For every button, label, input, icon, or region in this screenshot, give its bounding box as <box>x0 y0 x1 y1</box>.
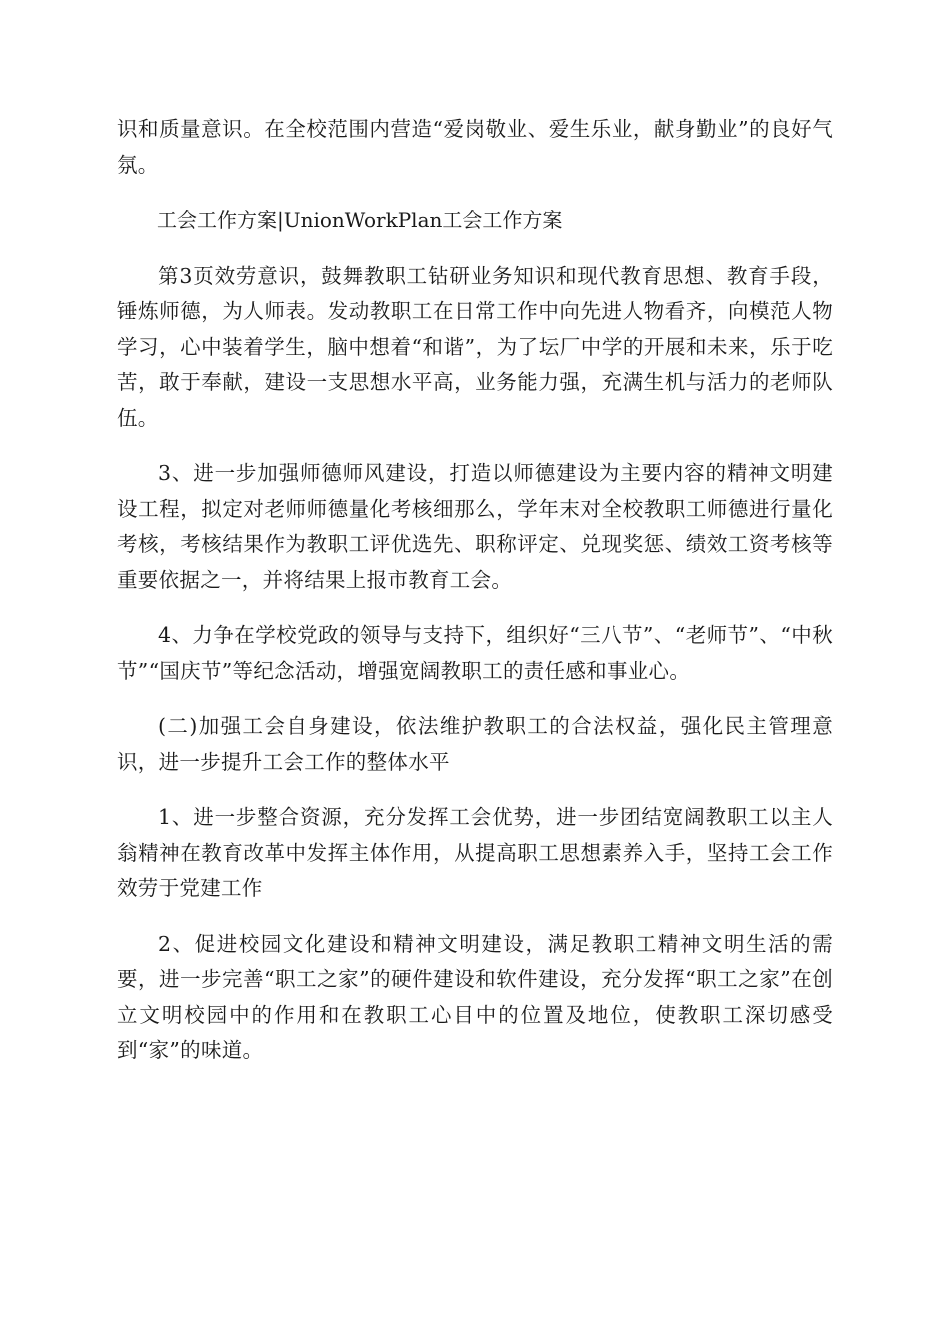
paragraph-item-4: 4、力争在学校党政的领导与支持下，组织好“三八节”、“老师节”、“中秋节”“国庆节”等纪念活动，增强宽阔教职工的责任感和事业心。 <box>117 623 833 683</box>
paragraph-gap <box>117 183 833 203</box>
paragraph-item-3: 3、进一步加强师德师风建设，打造以师德建设为主要内容的精神文明建设工程，拟定对老师师德量化考核细那么，学年末对全校教职工师德进行量化考核，考核结果作为教职工评优选先、职称评定、兑现奖惩、绩效工资考核等重要依据之一，并将结果上报市教育工会。 <box>117 461 833 592</box>
running-header-text: 工会工作方案|UnionWorkPlan工会工作方案 <box>157 208 563 232</box>
paragraph-gap <box>117 907 833 927</box>
paragraph-subitem-2: 2、促进校园文化建设和精神文明建设，满足教职工精神文明生活的需要，进一步完善“职工之家”的硬件建设和软件建设，充分发挥“职工之家”在创立文明校园中的作用和在教职工心目中的位置及地位，使教职工深切感受到“家”的味道。 <box>117 931 833 1062</box>
paragraph-gap <box>117 689 833 709</box>
section-heading-2: (二)加强工会自身建设，依法维护教职工的合法权益，强化民主管理意识，进一步提升工会工作的整体水平 <box>117 714 833 774</box>
paragraph-gap <box>117 436 833 456</box>
paragraph-gap <box>117 239 833 259</box>
document-page <box>117 112 833 1069</box>
paragraph-gap <box>117 598 833 618</box>
paragraph-subitem-1: 1、进一步整合资源，充分发挥工会优势，进一步团结宽阔教职工以主人翁精神在教育改革中发挥主体作用，从提高职工思想素养入手，坚持工会工作效劳于党建工作 <box>117 805 833 900</box>
paragraph-gap <box>117 780 833 800</box>
paragraph-service-awareness: 第3页效劳意识，鼓舞教职工钻研业务知识和现代教育思想、教育手段，锤炼师德，为人师表。发动教职工在日常工作中向先进人物看齐，向模范人物学习，心中装着学生，脑中想着“和谐”，为了坛厂中学的开展和未来，乐于吃苦，敢于奉献，建设一支思想水平高，业务能力强，充满生机与活力的老师队伍。 <box>117 263 833 430</box>
paragraph-continuation: 识和质量意识。在全校范围内营造“爱岗敬业、爱生乐业，献身勤业”的良好气氛。 <box>117 117 833 177</box>
